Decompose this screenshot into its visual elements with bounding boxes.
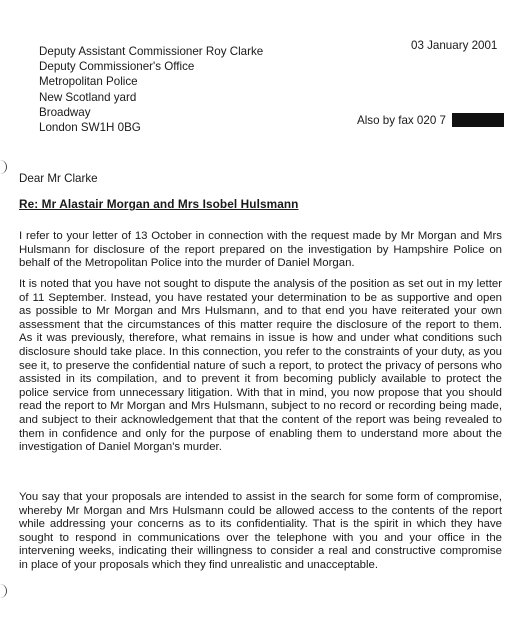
salutation: Dear Mr Clarke — [19, 172, 98, 185]
body-paragraph: It is noted that you have not sought to dispute the analysis of the position as set out in my letter of 11 September. Instead, you have restated your determination to be as supportive and open as possible to Mr Morgan and Mrs Hulsmann, and to that end you have reiterated your own assessment that the circumstances of this matter require the disclosure of the report to them. As it was previously, therefore, what remains in issue is how and under what conditions such disclosure should take place. In this connection, you refer to the constraints of your duty, as you see it, to preserve the confidential nature of such a report, to protect the privacy of persons who assisted in its compilation, and to prevent it from becoming publicly available to protect the police service from unnecessary litigation. With that in mind, you now propose that you should read the report to Mr Morgan and Mrs Hulsmann, subject to no record or recording being made, and subject to their acknowledgement that that the content of the report was being revealed to them in confidence and only for the purpose of enabling them to understand more about the investigation of Daniel Morgan's murder. — [19, 278, 502, 454]
recipient-line: Broadway — [39, 105, 91, 119]
body-paragraph: You say that your proposals are intended to assist in the search for some form of compromise, whereby Mr Morgan and Mrs Hulsmann could be allowed access to the contents of the report while addressing your concerns as to its confidentiality. That is the spirit in which they have sought to respond in communications over the telephone with you and your office in the intervening weeks, indicating their willingness to consider a real and constructive compromise in place of your proposals which they find unrealistic and unacceptable. — [19, 491, 502, 571]
redaction-bar — [452, 113, 504, 127]
recipient-line: London SW1H 0BG — [39, 121, 141, 135]
punch-hole-mark — [0, 584, 7, 598]
recipient-address — [39, 44, 263, 135]
punch-hole-mark — [0, 160, 7, 174]
recipient-line: Deputy Assistant Commissioner Roy Clarke — [39, 45, 264, 58]
subject-line: Re: Mr Alastair Morgan and Mrs Isobel Hulsmann — [19, 197, 299, 211]
recipient-line: New Scotland yard — [39, 90, 137, 104]
recipient-line: Deputy Commissioner's Office — [39, 60, 195, 74]
fax-note: Also by fax 020 7 — [357, 114, 446, 127]
recipient-line: Metropolitan Police — [39, 75, 138, 89]
letter-date: 03 January 2001 — [411, 39, 498, 52]
body-paragraph: I refer to your letter of 13 October in connection with the request made by Mr Morgan and Mrs Hulsmann for disclosure of the report prepared on the investigation by Hampshire Police on behalf of the Metropolitan Police into the murder of Daniel Morgan. — [19, 230, 502, 270]
